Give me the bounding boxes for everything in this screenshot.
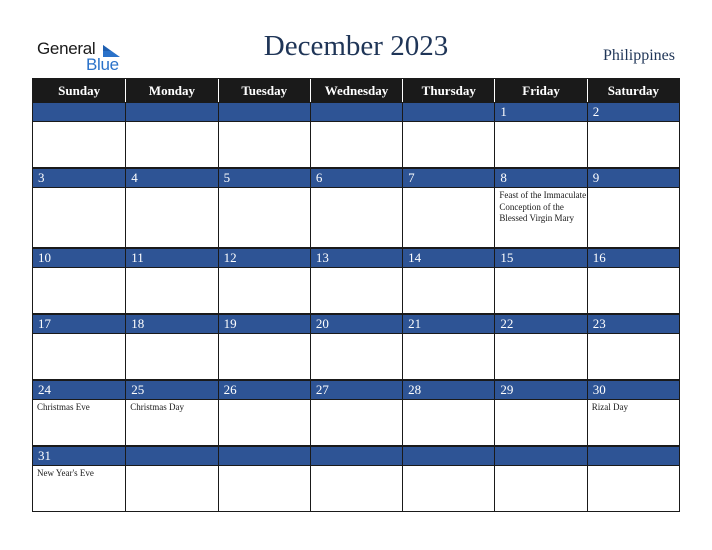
day-cell	[218, 249, 310, 313]
day-number	[126, 103, 217, 122]
day-cell	[218, 315, 310, 379]
weekday-wednesday: Wednesday	[310, 79, 402, 102]
day-cell	[125, 447, 217, 511]
country-label: Philippines	[602, 47, 675, 64]
holiday-note	[219, 400, 310, 402]
holiday-note: New Year's Eve	[37, 468, 94, 478]
day-cell	[33, 447, 125, 511]
day-cell	[218, 381, 310, 445]
day-cell	[494, 103, 586, 167]
day-cell	[125, 169, 217, 247]
day-cell	[494, 169, 586, 247]
holiday-note	[403, 122, 494, 124]
holiday-note	[495, 400, 586, 402]
holiday-note	[126, 188, 217, 190]
holiday-note	[126, 268, 217, 270]
day-cell	[218, 169, 310, 247]
weekday-sunday: Sunday	[58, 83, 101, 98]
holiday-note	[219, 466, 310, 468]
holiday-note	[126, 122, 217, 124]
day-number: 3	[33, 169, 125, 188]
page-title: December 2023	[263, 30, 449, 62]
day-cell	[125, 249, 217, 313]
holiday-note	[126, 334, 217, 336]
day-cell	[33, 249, 125, 313]
day-number	[495, 447, 586, 466]
holiday-note	[588, 466, 679, 468]
day-cell	[494, 381, 586, 445]
day-number	[403, 447, 494, 466]
holiday-note	[311, 188, 402, 190]
holiday-note: Christmas Day	[130, 402, 185, 412]
holiday-note	[33, 188, 125, 190]
holiday-note	[311, 268, 402, 270]
weeks-container	[32, 103, 680, 512]
logo-general-text: General	[37, 39, 96, 58]
day-cell	[587, 169, 679, 247]
day-number	[219, 447, 310, 466]
weekday-tuesday: Tuesday	[218, 79, 310, 102]
day-cell	[494, 447, 586, 511]
logo-blue-text: Blue	[86, 55, 119, 74]
holiday-note	[588, 188, 679, 190]
weekday-monday: Monday	[125, 79, 217, 102]
holiday-note	[403, 334, 494, 336]
day-cell	[310, 447, 402, 511]
day-cell	[587, 381, 679, 445]
holiday-note	[311, 122, 402, 124]
day-number: 30	[588, 381, 679, 400]
day-number: 9	[588, 169, 679, 188]
weekday-thursday: Thursday	[402, 79, 494, 102]
day-cell	[33, 315, 125, 379]
day-cell	[310, 249, 402, 313]
day-cell	[402, 381, 494, 445]
day-cell	[402, 315, 494, 379]
day-cell	[33, 103, 125, 167]
day-cell	[310, 103, 402, 167]
day-number: 5	[219, 169, 310, 188]
holiday-note	[311, 466, 402, 468]
day-number: 28	[403, 381, 494, 400]
day-number: 13	[311, 249, 402, 268]
holiday-note: Feast of the Immaculate Conception of the Blessed Virgin Mary	[499, 190, 587, 223]
day-number: 8	[495, 169, 586, 188]
day-cell	[402, 249, 494, 313]
day-cell	[587, 447, 679, 511]
day-number: 23	[588, 315, 679, 334]
holiday-note	[219, 268, 310, 270]
day-cell	[125, 381, 217, 445]
day-number: 2	[588, 103, 679, 122]
day-cell	[402, 169, 494, 247]
holiday-note	[495, 268, 586, 270]
holiday-note	[403, 188, 494, 190]
day-cell	[33, 169, 125, 247]
holiday-note	[311, 334, 402, 336]
day-number	[126, 447, 217, 466]
day-number	[219, 103, 310, 122]
week-row	[32, 103, 680, 168]
day-number: 17	[33, 315, 125, 334]
day-cell	[125, 103, 217, 167]
holiday-note	[403, 466, 494, 468]
holiday-note	[311, 400, 402, 402]
day-cell	[218, 447, 310, 511]
day-cell	[402, 103, 494, 167]
day-cell	[310, 381, 402, 445]
day-cell	[587, 103, 679, 167]
day-number: 18	[126, 315, 217, 334]
day-number: 19	[219, 315, 310, 334]
day-number: 1	[495, 103, 586, 122]
day-cell	[310, 315, 402, 379]
day-cell	[402, 447, 494, 511]
day-cell	[33, 381, 125, 445]
week-row	[32, 314, 680, 380]
day-number: 29	[495, 381, 586, 400]
day-number: 27	[311, 381, 402, 400]
day-number: 11	[126, 249, 217, 268]
day-number	[33, 103, 125, 122]
holiday-note	[403, 268, 494, 270]
holiday-note: Rizal Day	[591, 402, 628, 412]
day-number	[588, 447, 679, 466]
weekday-saturday: Saturday	[587, 79, 679, 102]
holiday-note	[588, 268, 679, 270]
day-number	[311, 103, 402, 122]
holiday-note	[219, 188, 310, 190]
day-number	[311, 447, 402, 466]
day-number: 12	[219, 249, 310, 268]
calendar-grid	[32, 78, 680, 512]
day-number: 16	[588, 249, 679, 268]
holiday-note	[33, 268, 125, 270]
day-number	[403, 103, 494, 122]
week-row	[32, 248, 680, 314]
day-cell	[494, 249, 586, 313]
weekday-friday: Friday	[494, 79, 586, 102]
holiday-note	[219, 122, 310, 124]
day-number: 24	[33, 381, 125, 400]
week-row	[32, 168, 680, 248]
day-cell	[218, 103, 310, 167]
day-cell	[310, 169, 402, 247]
day-number: 15	[495, 249, 586, 268]
day-number: 10	[33, 249, 125, 268]
day-number: 31	[33, 447, 125, 466]
day-number: 25	[126, 381, 217, 400]
week-row	[32, 446, 680, 512]
holiday-note	[33, 334, 125, 336]
holiday-note	[495, 334, 586, 336]
holiday-note	[126, 466, 217, 468]
day-number: 22	[495, 315, 586, 334]
holiday-note	[495, 122, 586, 124]
day-number: 21	[403, 315, 494, 334]
holiday-note	[403, 400, 494, 402]
day-number: 6	[311, 169, 402, 188]
day-number: 4	[126, 169, 217, 188]
day-number: 26	[219, 381, 310, 400]
day-number: 20	[311, 315, 402, 334]
holiday-note	[219, 334, 310, 336]
week-row	[32, 380, 680, 446]
holiday-note	[588, 334, 679, 336]
day-number: 7	[403, 169, 494, 188]
day-cell	[494, 315, 586, 379]
day-cell	[587, 315, 679, 379]
day-cell	[125, 315, 217, 379]
weekday-header	[32, 78, 680, 103]
holiday-note: Christmas Eve	[37, 402, 90, 412]
day-cell	[587, 249, 679, 313]
holiday-note	[33, 122, 125, 124]
day-number: 14	[403, 249, 494, 268]
holiday-note	[495, 466, 586, 468]
holiday-note	[588, 122, 679, 124]
